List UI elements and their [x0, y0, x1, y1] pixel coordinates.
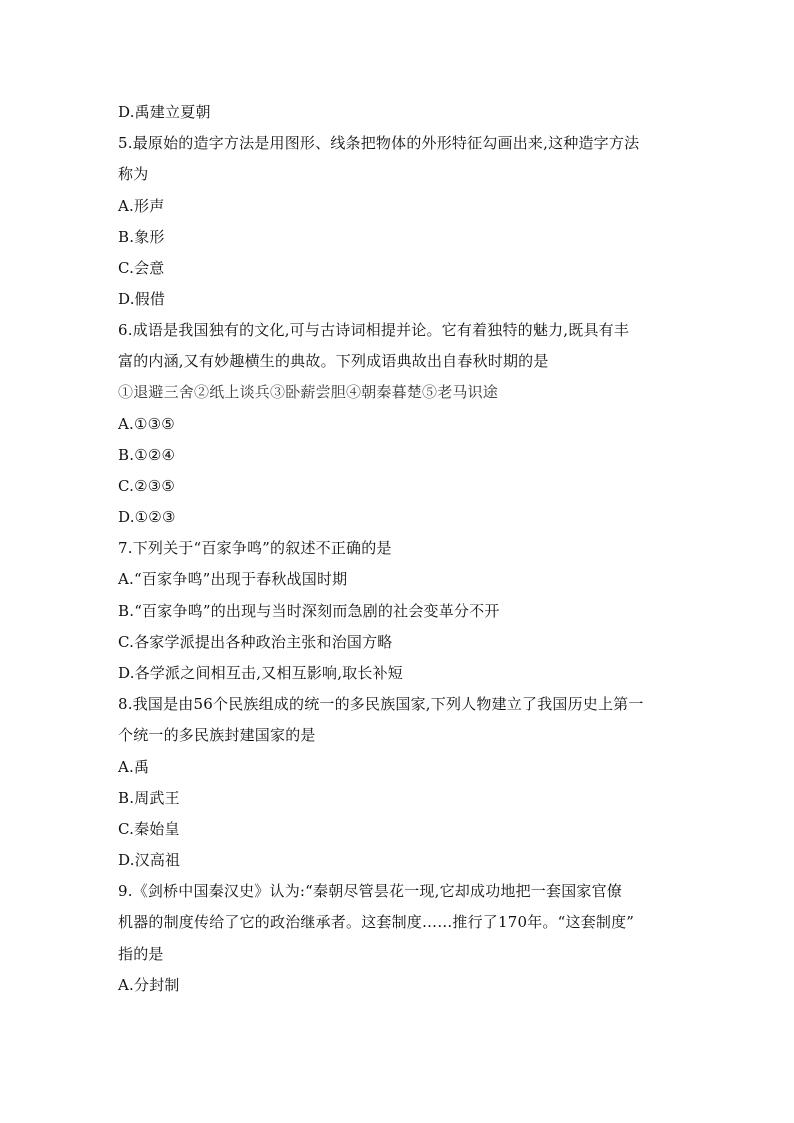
option-b-q5: B.象形 [118, 228, 165, 246]
option-d-q5: D.假借 [118, 290, 166, 308]
question-9-stem-line-1: 9.《剑桥中国秦汉史》认为:“秦朝尽管昙花一现,它却成功地把一套国家官僚 [118, 882, 623, 900]
option-d-q6: D.①②③ [118, 508, 176, 526]
option-b-q7: B.“百家争鸣”的出现与当时深刻而急剧的社会变革分不开 [118, 602, 500, 620]
question-5-stem-line-2: 称为 [118, 165, 149, 183]
option-b-q6: B.①②④ [118, 446, 176, 464]
question-8-stem-line-1: 8.我国是由56个民族组成的统一的多民族国家,下列人物建立了我国历史上第一 [118, 695, 644, 713]
question-9-stem-line-3: 指的是 [118, 945, 164, 963]
option-a-q8: A.禹 [118, 758, 150, 776]
option-a-q6: A.①③⑤ [118, 415, 175, 433]
question-5-stem-line-1: 5.最原始的造字方法是用图形、线条把物体的外形特征勾画出来,这种造字方法 [118, 134, 640, 152]
question-8-stem-line-2: 个统一的多民族封建国家的是 [118, 726, 316, 744]
question-6-items: ①退避三舍②纸上谈兵③卧薪尝胆④朝秦暮楚⑤老马识途 [118, 383, 499, 401]
option-a-q7: A.“百家争鸣”出现于春秋战国时期 [118, 570, 348, 588]
option-c-q5: C.会意 [118, 259, 165, 277]
question-7-stem: 7.下列关于“百家争鸣”的叙述不正确的是 [118, 539, 392, 557]
option-d-q8: D.汉高祖 [118, 851, 181, 869]
question-9-stem-line-2: 机器的制度传给了它的政治继承者。这套制度……推行了170年。“这套制度” [118, 913, 635, 931]
option-b-q8: B.周武王 [118, 789, 180, 807]
option-c-q7: C.各家学派提出各种政治主张和治国方略 [118, 633, 393, 651]
question-6-stem-line-2: 富的内涵,又有妙趣横生的典故。下列成语典故出自春秋时期的是 [118, 352, 549, 370]
question-6-stem-line-1: 6.成语是我国独有的文化,可与古诗词相提并论。它有着独特的魅力,既具有丰 [118, 321, 630, 339]
option-a-q5: A.形声 [118, 197, 165, 215]
option-c-q6: C.②③⑤ [118, 477, 176, 495]
option-d-q4: D.禹建立夏朝 [118, 103, 211, 121]
option-a-q9: A.分封制 [118, 976, 180, 994]
option-c-q8: C.秦始皇 [118, 820, 180, 838]
option-d-q7: D.各学派之间相互击,又相互影响,取长补短 [118, 664, 403, 682]
